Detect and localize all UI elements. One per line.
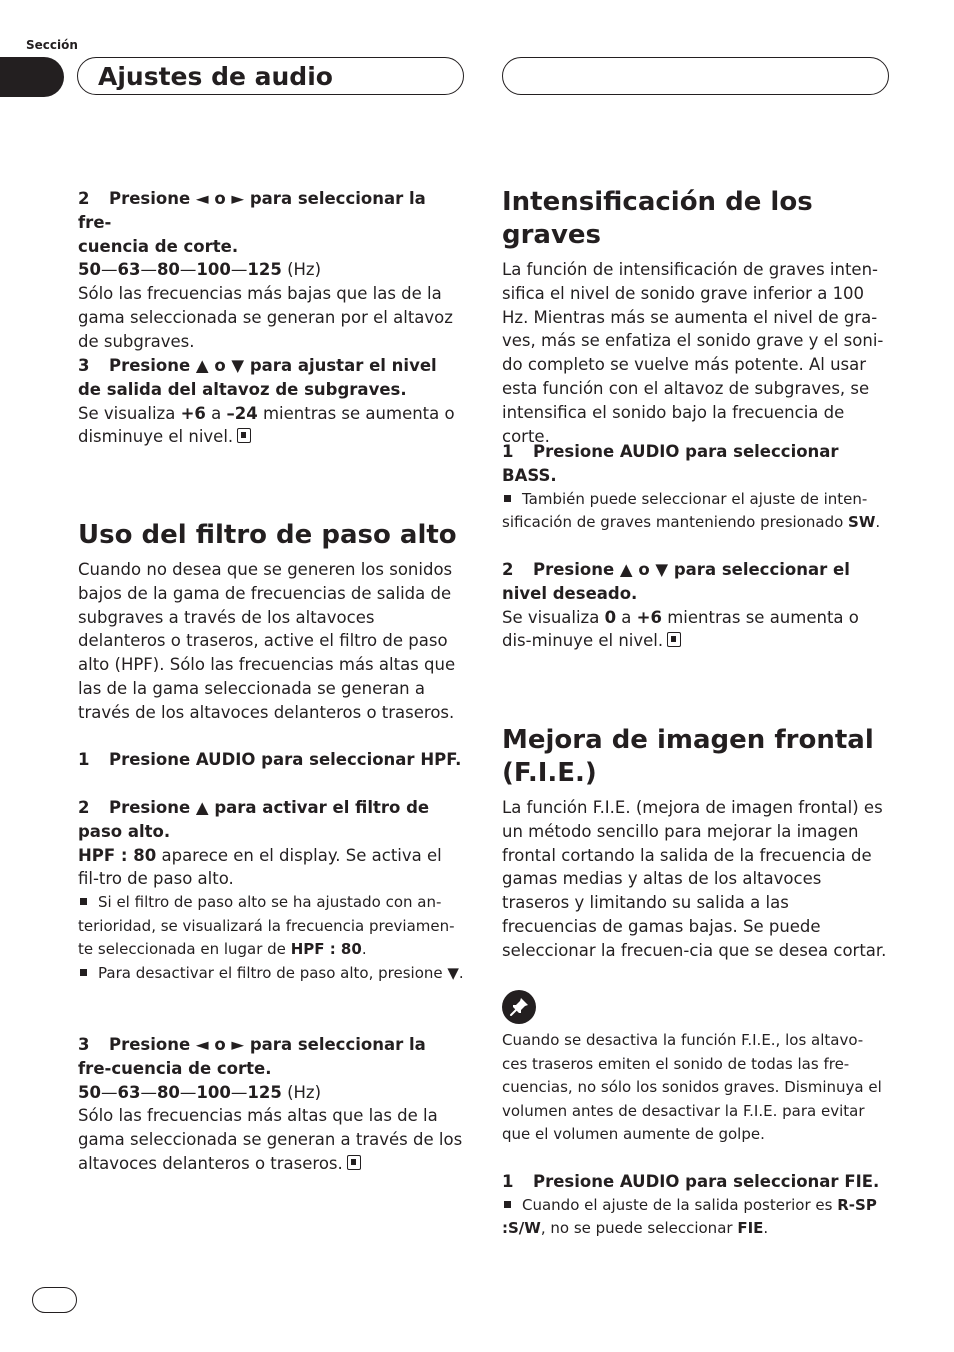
note: Para desactivar el filtro de paso alto, presione ▼.	[78, 962, 464, 986]
end-of-section-icon	[237, 428, 251, 443]
section-heading: Mejora de imagen frontal (F.I.E.)	[502, 725, 874, 788]
freq-value: 80	[156, 1082, 180, 1102]
tip-pushpin-icon	[502, 990, 536, 1024]
chapter-header	[77, 57, 464, 95]
step-heading: 1 Presione AUDIO para seleccionar HPF.	[78, 750, 462, 769]
page-number-box	[32, 1287, 77, 1313]
freq-value: 50	[78, 1082, 101, 1102]
freq-value: 80	[156, 260, 180, 280]
step-heading: 3 Presione ◄ o ► para seleccionar la fre-cuencia de corte.	[78, 1035, 426, 1078]
step-heading: 2 Presione ◄ o ► para seleccionar la fre- cuencia de corte.	[78, 189, 426, 256]
section-intro: La función F.I.E. (mejora de imagen frontal) es un método sencillo para mejorar la imagen frontal cortando la salida de la frecuencia de gamas medias y altas de los altavoces traseros y limitando su salida a las frecuencias de gamas bajas. Se puede seleccionar la frecuen-cia que se desea cortar.	[502, 798, 887, 960]
chapter-title: Ajustes de audio	[98, 62, 333, 91]
bass-section	[502, 186, 888, 448]
note: Cuando el ajuste de la salida posterior es R-SP :S/W, no se puede seleccionar FIE.	[502, 1195, 877, 1238]
freq-value: 100	[196, 260, 231, 280]
step-heading: 2 Presione ▲ o ▼ para seleccionar el nivel deseado.	[502, 560, 850, 603]
step-heading: 1 Presione AUDIO para seleccionar FIE.	[502, 1172, 880, 1191]
step-body: Sólo las frecuencias más bajas que las de la gama seleccionada se generan por el altavoz de subgraves.	[78, 284, 453, 351]
freq-value: 50	[78, 260, 101, 280]
hpf-section	[78, 519, 464, 725]
step-subwoofer-cutoff	[78, 187, 464, 354]
end-of-section-icon	[347, 1155, 361, 1170]
freq-unit: (Hz)	[287, 260, 322, 280]
note: También puede seleccionar el ajuste de inten-sificación de graves manteniendo presionado SW.	[502, 489, 881, 532]
step-subwoofer-level	[78, 354, 464, 449]
step-body: Se visualiza +6 a –24 mientras se aumenta o disminuye el nivel.	[78, 403, 455, 447]
bullet-square-icon	[504, 495, 511, 502]
freq-value: 125	[247, 260, 282, 280]
freq-unit: (Hz)	[287, 1082, 322, 1102]
step-heading: 2 Presione ▲ para activar el filtro de paso alto.	[78, 798, 430, 841]
bullet-square-icon	[504, 1201, 511, 1208]
section-intro: La función de intensificación de graves inten-sifica el nivel de sonido grave inferior a 100 Hz. Mientras más se aumenta el nivel de gra-ves, más se enfatiza el sonido grave y el soni-do completo se vuelve más potente. Al usar esta función con el altavoz de subgraves, se intensifica el sonido bajo la frecuencia de corte.	[502, 260, 884, 446]
fie-section	[502, 724, 888, 963]
bullet-square-icon	[80, 969, 87, 976]
section-heading: Uso del filtro de paso alto	[78, 520, 457, 550]
step-hpf-cutoff	[78, 1033, 464, 1176]
frequency-sequence: 50—63—80—100—125 (Hz)	[78, 1082, 322, 1102]
freq-value: 100	[196, 1082, 231, 1102]
bullet-square-icon	[80, 898, 87, 905]
empty-header-pill	[502, 57, 889, 95]
freq-value: 63	[117, 260, 141, 280]
step-body: Se visualiza 0 a +6 mientras se aumenta o dis-minuye el nivel.	[502, 607, 859, 651]
step-heading: 1 Presione AUDIO para seleccionar BASS.	[502, 442, 839, 485]
end-of-section-icon	[667, 632, 681, 647]
section-label: Sección	[26, 38, 78, 52]
tip-text: Cuando se desactiva la función F.I.E., los altavo-ces traseros emiten el sonido de todas las fre-cuencias, no sólo los sonidos graves. Disminuya el volumen antes de desactivar la F.I.E. para evitar que el volumen aumente de golpe.	[502, 1031, 882, 1143]
step-bass-select	[502, 440, 888, 535]
freq-value: 63	[117, 1082, 141, 1102]
section-intro: Cuando no desea que se generen los sonidos bajos de la gama de frecuencias de salida de subgraves a través de los altavoces delanteros o traseros, active el filtro de paso alto (HPF). Sólo las frecuencias más altas que las de la gama seleccionada se generan a través de los altavoces delanteros o traseros.	[78, 560, 456, 722]
section-number-tab	[0, 57, 64, 97]
step-hpf-activate	[78, 796, 464, 985]
step-body: Sólo las frecuencias más altas que las de la gama seleccionada se generan a través de los altavoces delanteros o traseros.	[78, 1106, 463, 1173]
step-fie-select	[502, 1170, 888, 1241]
note: Si el filtro de paso alto se ha ajustado con an-terioridad, se visualizará la frecuencia previamen-te seleccionada en lugar de HPF : 80.	[78, 893, 455, 959]
freq-value: 125	[247, 1082, 282, 1102]
section-heading: Intensificación de los graves	[502, 187, 813, 250]
tip-box	[502, 990, 888, 1147]
step-body: HPF : 80 aparece en el display. Se activa el fil-tro de paso alto.	[78, 845, 442, 889]
frequency-sequence: 50—63—80—100—125 (Hz)	[78, 260, 322, 280]
step-bass-level	[502, 558, 888, 653]
step-heading: 3 Presione ▲ o ▼ para ajustar el nivel de salida del altavoz de subgraves.	[78, 356, 437, 399]
step-hpf-select	[78, 748, 464, 772]
